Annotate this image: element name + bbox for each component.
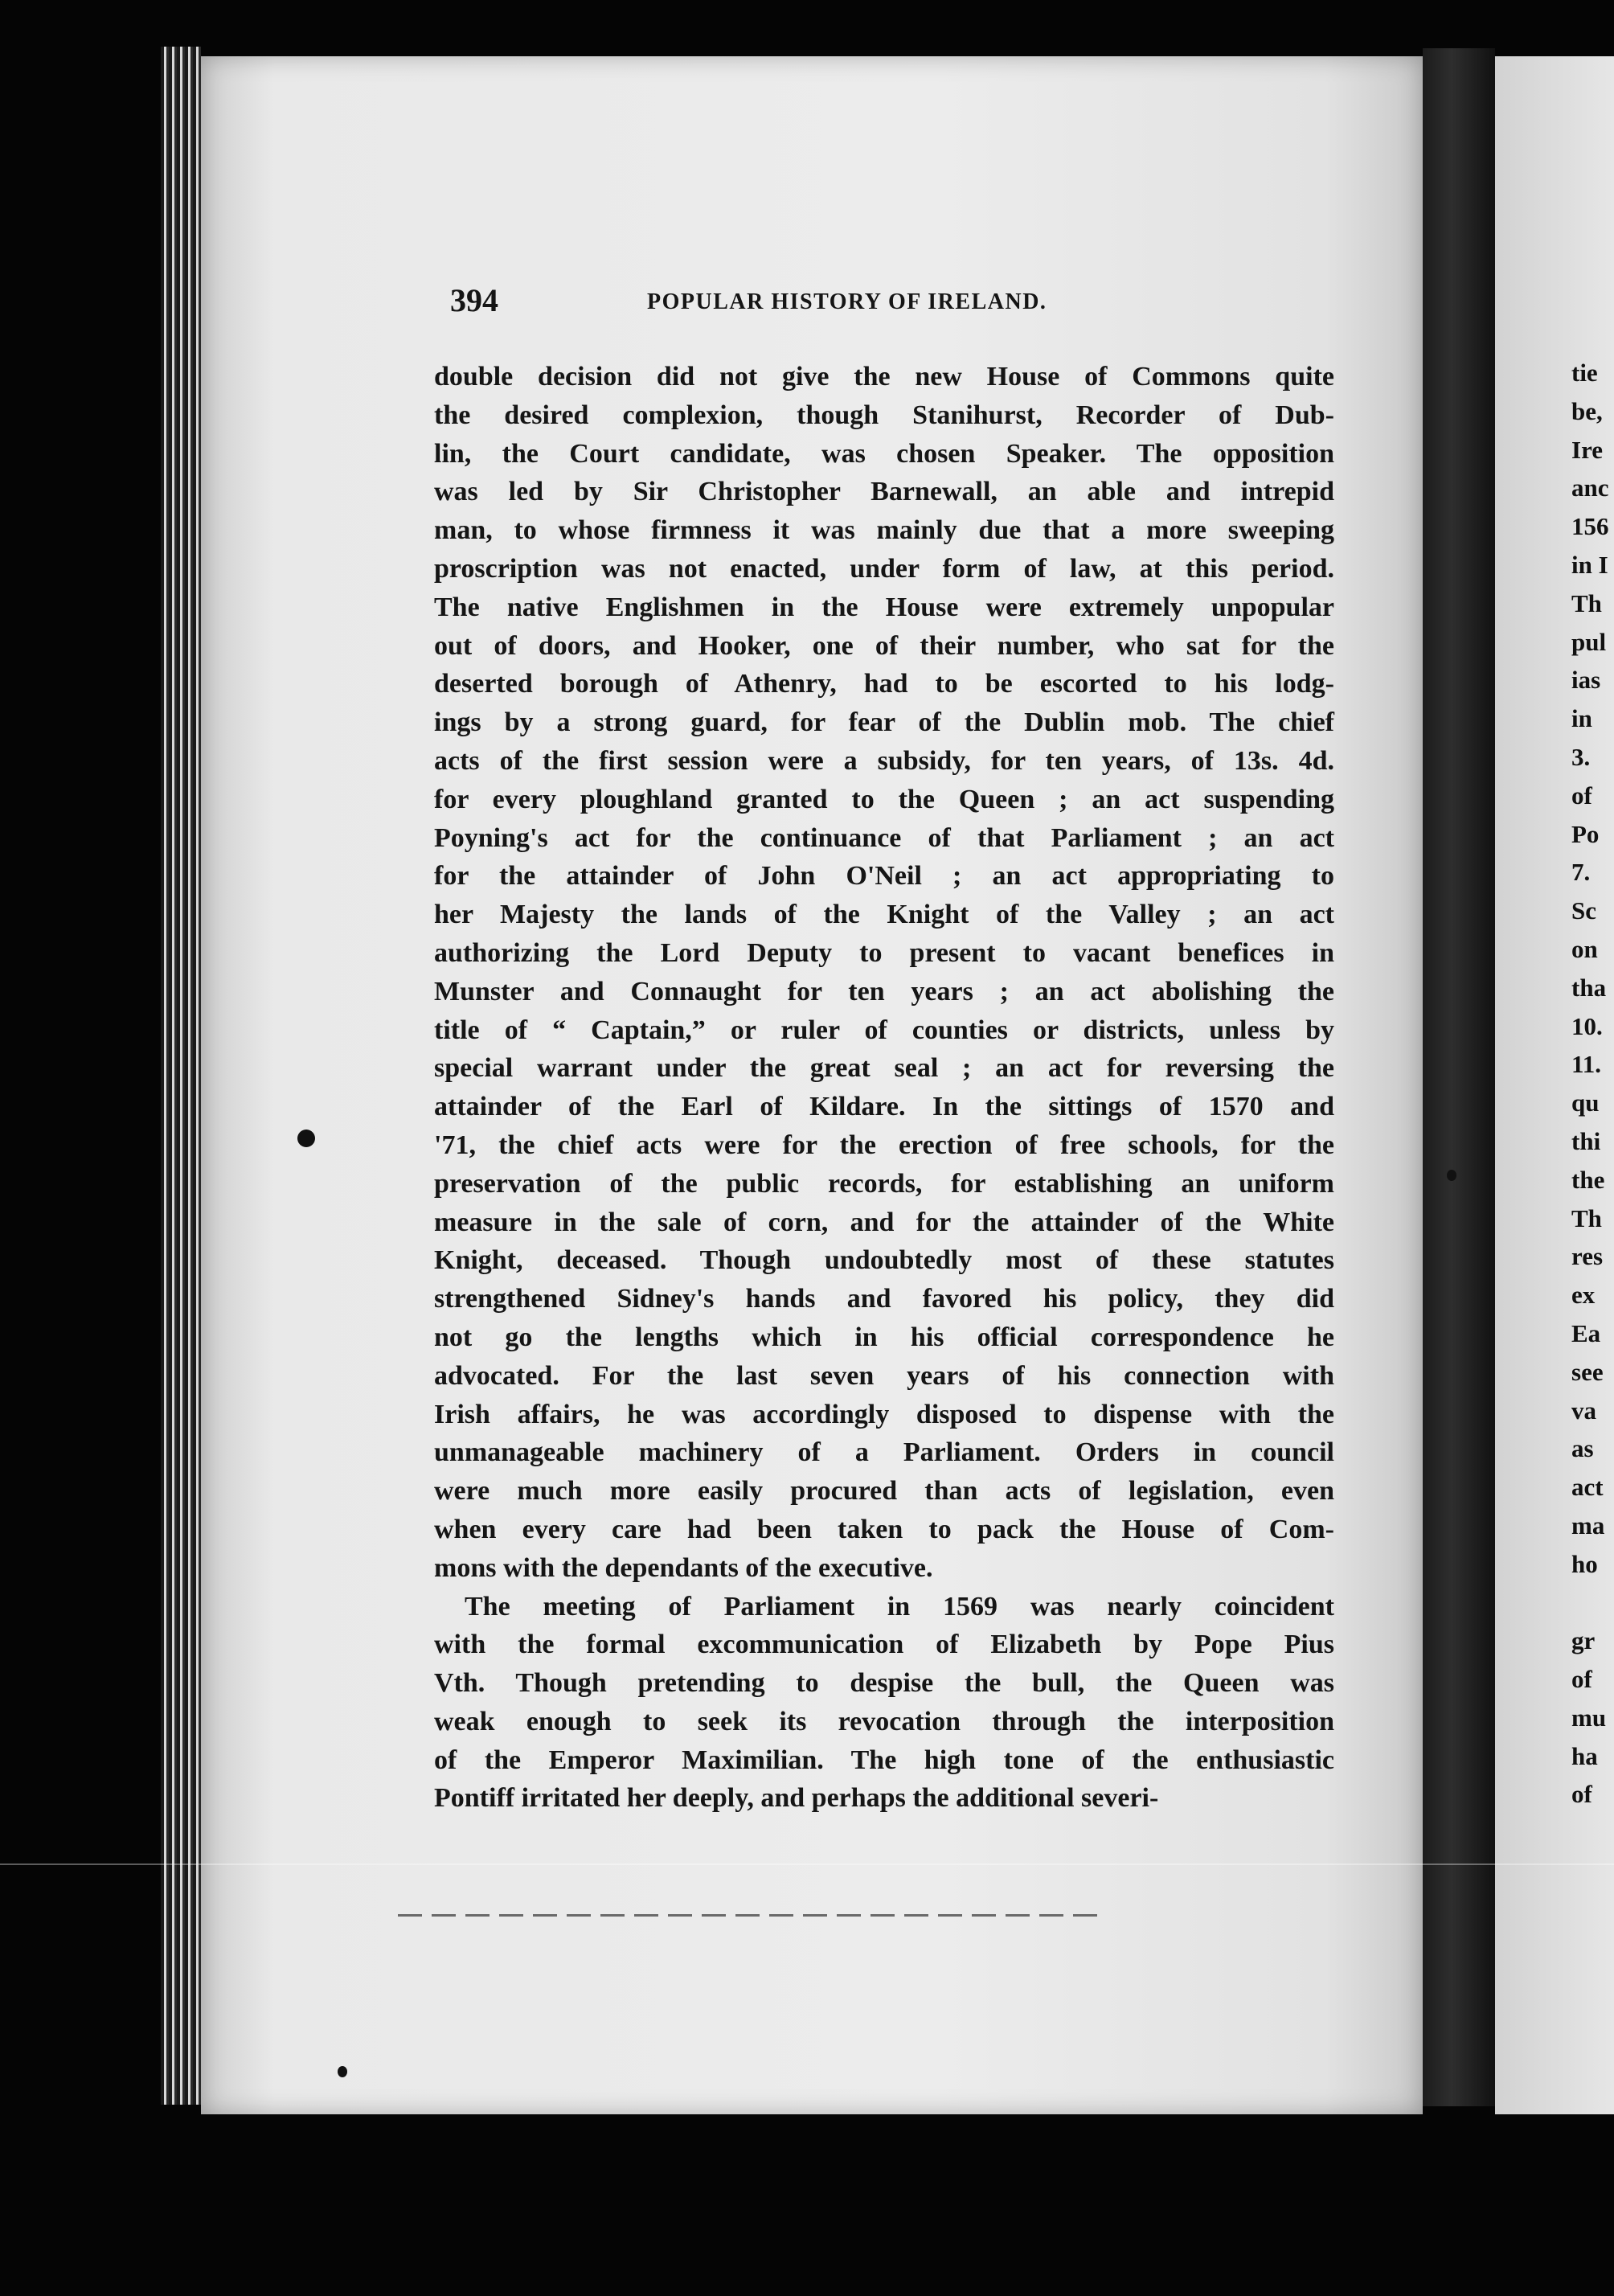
text-line: for every ploughland granted to the Queen ; an act suspending [434, 784, 1334, 814]
facing-page-fragment: as [1571, 1434, 1594, 1463]
text-line: for the attainder of John O'Neil ; an act appropriating to [434, 861, 1334, 892]
facing-page-fragment: 11. [1571, 1050, 1602, 1079]
page-edges [161, 47, 201, 2105]
facing-page-fragment: ias [1571, 666, 1601, 695]
facing-page-fragment: ex [1571, 1281, 1596, 1310]
text-line: were much more easily procured than acts of legislation, even [434, 1476, 1334, 1507]
text-line: with the formal excommunication of Elizabeth by Pope Pius [434, 1630, 1334, 1660]
text-line: double decision did not give the new House of Commons quite [434, 362, 1334, 392]
facing-page-fragment: act [1571, 1473, 1604, 1502]
page-header [450, 281, 1342, 322]
facing-page-fragment: Th [1571, 588, 1602, 617]
body-text [434, 358, 1334, 1818]
text-line: her Majesty the lands of the Knight of the Valley ; an act [434, 900, 1334, 930]
facing-page-fragment: see [1571, 1357, 1604, 1386]
text-line: ings by a strong guard, for fear of the Dublin mob. The chief [434, 707, 1334, 738]
text-line: attainder of the Earl of Kildare. In the sittings of 1570 and [434, 1092, 1334, 1122]
facing-page-fragment: Ire [1571, 435, 1604, 464]
book-gutter [1423, 48, 1495, 2106]
text-line: out of doors, and Hooker, one of their number, who sat for the [434, 630, 1334, 661]
facing-page-fragment: va [1571, 1396, 1596, 1425]
text-line: The native Englishmen in the House were extremely unpopular [434, 592, 1334, 622]
facing-page-fragments [1571, 354, 1614, 1814]
text-line: Knight, deceased. Though undoubtedly most of these statutes [434, 1245, 1334, 1276]
speck [1447, 1170, 1456, 1181]
facing-page-fragment: gr [1571, 1626, 1596, 1655]
running-title: POPULAR HISTORY OF IRELAND. [647, 289, 1047, 314]
facing-page-fragment: Ea [1571, 1318, 1601, 1347]
facing-page-fragment: ha [1571, 1741, 1598, 1770]
text-line: strengthened Sidney's hands and favored his policy, they did [434, 1284, 1334, 1314]
text-line: unmanageable machinery of a Parliament. Orders in council [434, 1437, 1334, 1468]
facing-page-fragment: be, [1571, 396, 1603, 425]
facing-page-fragment: Th [1571, 1203, 1602, 1232]
facing-page-fragment: ho [1571, 1549, 1598, 1578]
facing-page-fragment [1571, 1584, 1614, 1622]
text-line: Munster and Connaught for ten years ; an act abolishing the [434, 976, 1334, 1007]
text-line: acts of the first session were a subsidy, for ten years, of 13s. 4d. [434, 745, 1334, 776]
facing-page-fragment: 3. [1571, 742, 1591, 771]
facing-page-fragment: in [1571, 704, 1592, 733]
bottom-smudge [398, 1914, 1105, 1917]
speck [297, 1130, 315, 1147]
text-line: Pontiff irritated her deeply, and perhaps the additional severi- [434, 1783, 1159, 1814]
text-line: when every care had been taken to pack the House of Com- [434, 1514, 1334, 1544]
text-line: proscription was not enacted, under form of law, at this period. [434, 553, 1334, 584]
facing-page-fragment: pul [1571, 627, 1607, 656]
facing-page-fragment: Sc [1571, 896, 1596, 925]
text-line: special warrant under the great seal ; an act for reversing the [434, 1053, 1334, 1084]
facing-page-fragment: mu [1571, 1703, 1607, 1732]
facing-page-fragment: thi [1571, 1126, 1601, 1155]
text-line: '71, the chief acts were for the erection of free schools, for the [434, 1130, 1334, 1160]
facing-page-fragment: Po [1571, 819, 1600, 848]
facing-page-fragment: of [1571, 1665, 1592, 1694]
facing-page-fragment: of [1571, 1780, 1592, 1809]
facing-page-fragment: tha [1571, 973, 1607, 1002]
text-line: Vth. Though pretending to despise the bull, the Queen was [434, 1668, 1334, 1699]
facing-page-fragment: ma [1571, 1511, 1605, 1540]
text-line: was led by Sir Christopher Barnewall, an able and intrepid [434, 477, 1334, 507]
facing-page-fragment: qu [1571, 1089, 1600, 1117]
text-line: not go the lengths which in his official correspondence he [434, 1322, 1334, 1352]
facing-page-fragment: 7. [1571, 858, 1591, 887]
facing-page-fragment: 10. [1571, 1011, 1603, 1040]
speck [338, 2066, 347, 2077]
page-number: 394 [450, 282, 498, 318]
text-line: preservation of the public records, for establishing an uniform [434, 1168, 1334, 1199]
facing-page-fragment: res [1571, 1242, 1604, 1271]
text-line: authorizing the Lord Deputy to present to vacant benefices in [434, 937, 1334, 968]
text-line: lin, the Court candidate, was chosen Speaker. The opposition [434, 438, 1334, 469]
text-line: weak enough to seek its revocation through the interposition [434, 1706, 1334, 1736]
text-line: man, to whose firmness it was mainly due that a more sweeping [434, 515, 1334, 546]
text-line: of the Emperor Maximilian. The high tone of the enthusiastic [434, 1745, 1334, 1775]
facing-page-fragment: the [1571, 1165, 1605, 1194]
facing-page-fragment: anc [1571, 474, 1609, 502]
facing-page-fragment: tie [1571, 359, 1598, 387]
text-line: measure in the sale of corn, and for the attainder of the White [434, 1207, 1334, 1237]
facing-page-fragment: of [1571, 781, 1592, 810]
text-line: Poyning's act for the continuance of that Parliament ; an act [434, 822, 1334, 853]
text-line: mons with the dependants of the executive. [434, 1552, 933, 1583]
text-line: the desired complexion, though Stanihurst, Recorder of Dub- [434, 400, 1334, 430]
text-line: deserted borough of Athenry, had to be escorted to his lodg- [434, 669, 1334, 699]
facing-page-fragment: 156 [1571, 512, 1609, 541]
facing-page-fragment: in I [1571, 550, 1608, 579]
text-line: advocated. For the last seven years of his connection with [434, 1360, 1334, 1391]
text-line: title of “ Captain,” or ruler of counties or districts, unless by [434, 1015, 1334, 1045]
text-line: The meeting of Parliament in 1569 was nearly coincident [465, 1591, 1334, 1622]
text-line: Irish affairs, he was accordingly disposed to dispense with the [434, 1399, 1334, 1429]
scan-artifact [0, 1863, 1614, 1865]
facing-page-fragment: on [1571, 934, 1598, 963]
